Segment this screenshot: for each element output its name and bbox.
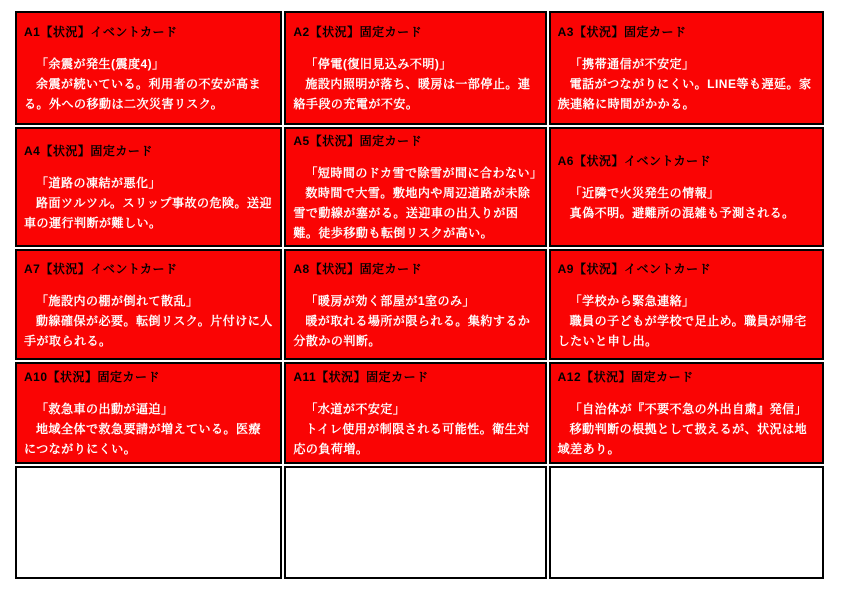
card-A11-body: トイレ使用が制限される可能性。衛生対応の負荷増。 xyxy=(293,422,530,456)
card-A8-title: A8【状況】固定カード xyxy=(293,261,423,276)
empty-cell[interactable] xyxy=(284,466,546,579)
card-A2-body: 施設内照明が落ち、暖房は一部停止。連絡手段の充電が不安。 xyxy=(293,77,531,111)
card-A8[interactable] xyxy=(284,249,546,360)
card-A7-quote: 「施設内の棚が倒れて散乱」 xyxy=(36,293,199,308)
card-A11-title: A11【状況】固定カード xyxy=(293,370,429,384)
card-A7-title: A7【状況】イベントカード xyxy=(24,261,178,276)
card-A9-title: A9【状況】イベントカード xyxy=(557,261,712,276)
card-A5-body: 数時間で大雪。敷地内や周辺道路が未除雪で動線が塞がる。送迎車の出入りが困難。徒歩移動も転倒リスクが高い。 xyxy=(293,186,531,240)
card-A10[interactable] xyxy=(15,362,282,464)
card-A10-title: A10【状況】固定カード xyxy=(24,370,161,384)
card-A9[interactable] xyxy=(549,249,824,360)
card-row-5-empty xyxy=(15,466,824,579)
card-A1-quote: 「余震が発生(震度4)」 xyxy=(36,57,165,71)
card-A10-body: 地域全体で救急要請が増えている。医療につながりにくい。 xyxy=(24,422,262,456)
card-A6[interactable] xyxy=(549,127,824,247)
card-A8-body: 暖が取れる場所が限られる。集約するか分散かの判断。 xyxy=(293,313,531,348)
card-A1-body: 余震が続いている。利用者の不安が高まる。外への移動は二次災害リスク。 xyxy=(24,77,262,111)
card-A9-body: 職員の子どもが学校で足止め。職員が帰宅したいと申し出。 xyxy=(557,313,807,348)
card-row-2 xyxy=(15,127,824,247)
card-A12-title: A12【状況】固定カード xyxy=(557,370,694,384)
card-A5[interactable] xyxy=(284,127,546,247)
card-A8-quote: 「暖房が効く部屋が1室のみ」 xyxy=(305,293,476,308)
card-A2-quote: 「停電(復旧見込み不明)」 xyxy=(305,57,452,71)
card-A4-quote: 「道路の凍結が悪化」 xyxy=(36,176,162,190)
card-A2[interactable] xyxy=(284,11,546,125)
card-A4-body: 路面ツルツル。スリップ事故の危険。送迎車の運行判断が難しい。 xyxy=(24,196,273,230)
situation-card-table xyxy=(13,9,826,581)
card-A10-quote: 「救急車の出動が逼迫」 xyxy=(36,402,174,416)
card-A5-title: A5【状況】固定カード xyxy=(293,134,423,148)
card-row-1 xyxy=(15,11,824,125)
card-grid xyxy=(13,9,826,581)
card-A6-quote: 「近隣で火災発生の情報」 xyxy=(569,186,720,200)
card-A5-quote: 「短時間のドカ雪で除雪が間に合わない」 xyxy=(305,166,543,180)
card-row-3 xyxy=(15,249,824,360)
card-A4[interactable] xyxy=(15,127,282,247)
card-A6-body: 真偽不明。避難所の混雑も予測される。 xyxy=(569,206,795,220)
card-A7-body: 動線確保が必要。転倒リスク。片付けに人手が取られる。 xyxy=(24,313,273,348)
card-A6-title: A6【状況】イベントカード xyxy=(557,154,712,168)
card-A11[interactable] xyxy=(284,362,546,464)
card-A3-title: A3【状況】固定カード xyxy=(557,25,687,39)
card-A4-title: A4【状況】固定カード xyxy=(24,144,153,158)
card-A3-body: 電話がつながりにくい。LINE等も遅延。家族連絡に時間がかかる。 xyxy=(557,77,812,111)
empty-cell[interactable] xyxy=(15,466,282,579)
card-A9-quote: 「学校から緊急連絡」 xyxy=(569,293,695,308)
card-A12[interactable] xyxy=(549,362,824,464)
card-row-4 xyxy=(15,362,824,464)
card-A11-quote: 「水道が不安定」 xyxy=(305,402,406,416)
card-A1-title: A1【状況】イベントカード xyxy=(24,25,178,39)
card-A12-body: 移動判断の根拠として扱えるが、状況は地域差あり。 xyxy=(557,422,808,456)
card-A12-quote: 「自治体が『不要不急の外出自粛』発信」 xyxy=(569,402,808,416)
card-A3-quote: 「携帯通信が不安定」 xyxy=(569,57,695,71)
card-A7[interactable] xyxy=(15,249,282,360)
card-A1[interactable] xyxy=(15,11,282,125)
card-A2-title: A2【状況】固定カード xyxy=(293,25,423,39)
card-A3[interactable] xyxy=(549,11,824,125)
empty-cell[interactable] xyxy=(549,466,824,579)
